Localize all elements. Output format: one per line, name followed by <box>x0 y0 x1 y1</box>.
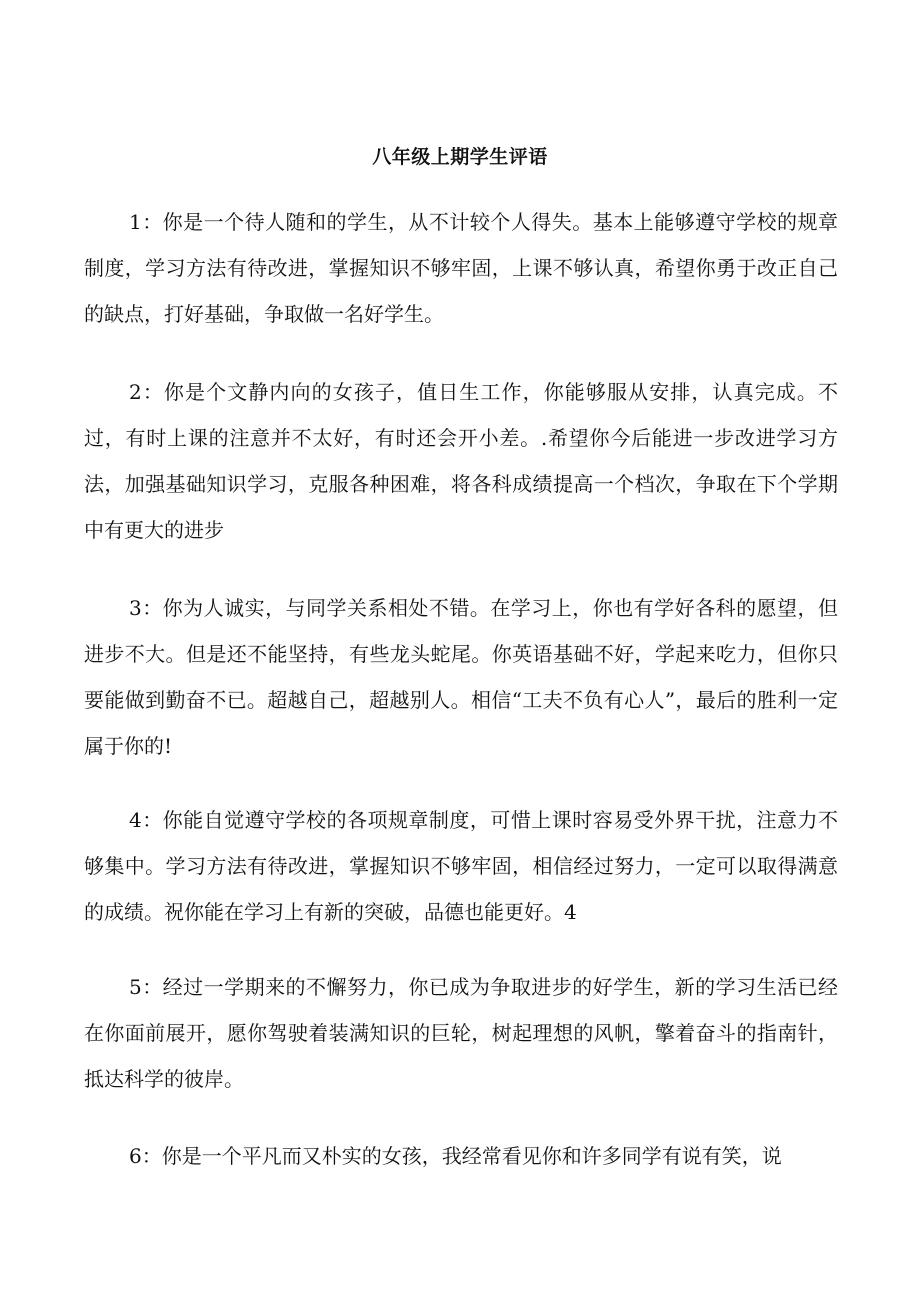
comment-paragraph-2: 2：你是个文静内向的女孩子，值日生工作，你能够服从安排，认真完成。不过，有时上课的注意并不太好，有时还会开小差。.希望你今后能进一步改进学习方法，加强基础知识学习，克服各种困难，将各科成绩提高一个档次，争取在下个学期中有更大的进步 <box>84 380 838 542</box>
comment-paragraph-1: 1：你是一个待人随和的学生，从不计较个人得失。基本上能够遵守学校的规章制度，学习方法有待改进，掌握知识不够牢固，上课不够认真，希望你勇于改正自己的缺点，打好基础，争取做一名好学生。 <box>84 210 838 326</box>
comment-paragraph-4: 4：你能自觉遵守学校的各项规章制度，可惜上课时容易受外界干扰，注意力不够集中。学习方法有待改进，掌握知识不够牢固，相信经过努力，一定可以取得满意的成绩。祝你能在学习上有新的突破，品德也能更好。4 <box>84 808 838 924</box>
comment-paragraph-5: 5：经过一学期来的不懈努力，你已成为争取进步的好学生，新的学习生活已经在你面前展开，愿你驾驶着装满知识的巨轮，树起理想的风帆，擎着奋斗的指南针，抵达科学的彼岸。 <box>84 975 838 1091</box>
comment-paragraph-3: 3：你为人诚实，与同学关系相处不错。在学习上，你也有学好各科的愿望，但进步不大。但是还不能坚持，有些龙头蛇尾。你英语基础不好，学起来吃力，但你只要能做到勤奋不已。超越自己，超越别人。相信“工夫不负有心人”，最后的胜利一定属于你的! <box>84 596 838 758</box>
comment-paragraph-6: 6：你是一个平凡而又朴实的女孩，我经常看见你和许多同学有说有笑，说 <box>129 1144 782 1168</box>
document-title: 八年级上期学生评语 <box>372 146 548 168</box>
